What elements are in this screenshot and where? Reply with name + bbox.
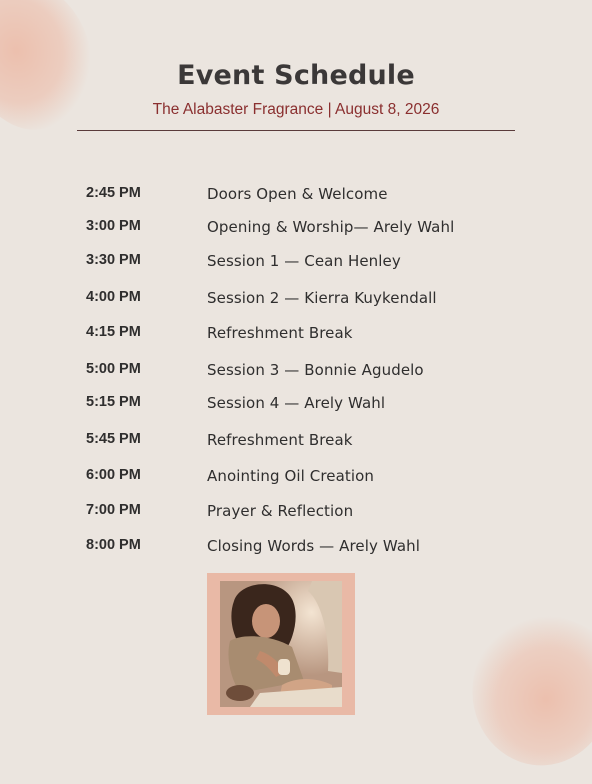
schedule-row	[0, 467, 592, 491]
schedule-row	[0, 185, 592, 209]
schedule-event: Prayer & Reflection	[207, 502, 354, 520]
schedule-event: Closing Words — Arely Wahl	[207, 537, 420, 555]
schedule-time: 3:00 PM	[86, 218, 141, 234]
schedule-row	[0, 252, 592, 276]
schedule-time: 5:00 PM	[86, 361, 141, 377]
schedule-row	[0, 289, 592, 313]
schedule-event: Session 1 — Cean Henley	[207, 252, 401, 270]
schedule-event: Session 2 — Kierra Kuykendall	[207, 289, 437, 307]
schedule-event: Doors Open & Welcome	[207, 185, 388, 203]
schedule-row	[0, 394, 592, 418]
schedule-time: 5:15 PM	[86, 394, 141, 410]
anointing-illustration-image	[220, 581, 342, 707]
schedule-time: 2:45 PM	[86, 185, 141, 201]
page-subtitle: The Alabaster Fragrance | August 8, 2026	[152, 101, 440, 118]
schedule-event: Refreshment Break	[207, 431, 353, 449]
schedule-time: 7:00 PM	[86, 502, 141, 518]
schedule-row	[0, 218, 592, 242]
schedule-time: 8:00 PM	[86, 537, 141, 553]
schedule-event: Session 4 — Arely Wahl	[207, 394, 386, 412]
header-divider	[77, 130, 515, 131]
schedule-row	[0, 431, 592, 455]
schedule-time: 4:15 PM	[86, 324, 141, 340]
schedule-event: Refreshment Break	[207, 324, 353, 342]
schedule-time: 6:00 PM	[86, 467, 141, 483]
schedule-row	[0, 502, 592, 526]
photo-frame	[207, 573, 355, 715]
schedule-event: Opening & Worship— Arely Wahl	[207, 218, 455, 236]
schedule-row	[0, 537, 592, 561]
schedule-time: 5:45 PM	[86, 431, 141, 447]
schedule-row	[0, 324, 592, 348]
schedule-time: 4:00 PM	[86, 289, 141, 305]
schedule-time: 3:30 PM	[86, 252, 141, 268]
schedule-row	[0, 361, 592, 385]
anointing-illustration-svg	[220, 581, 342, 707]
decorative-watercolor-blob-bottom-right	[451, 596, 592, 784]
page-title: Event Schedule	[177, 60, 415, 91]
schedule-event: Anointing Oil Creation	[207, 467, 375, 485]
schedule-event: Session 3 — Bonnie Agudelo	[207, 361, 424, 379]
